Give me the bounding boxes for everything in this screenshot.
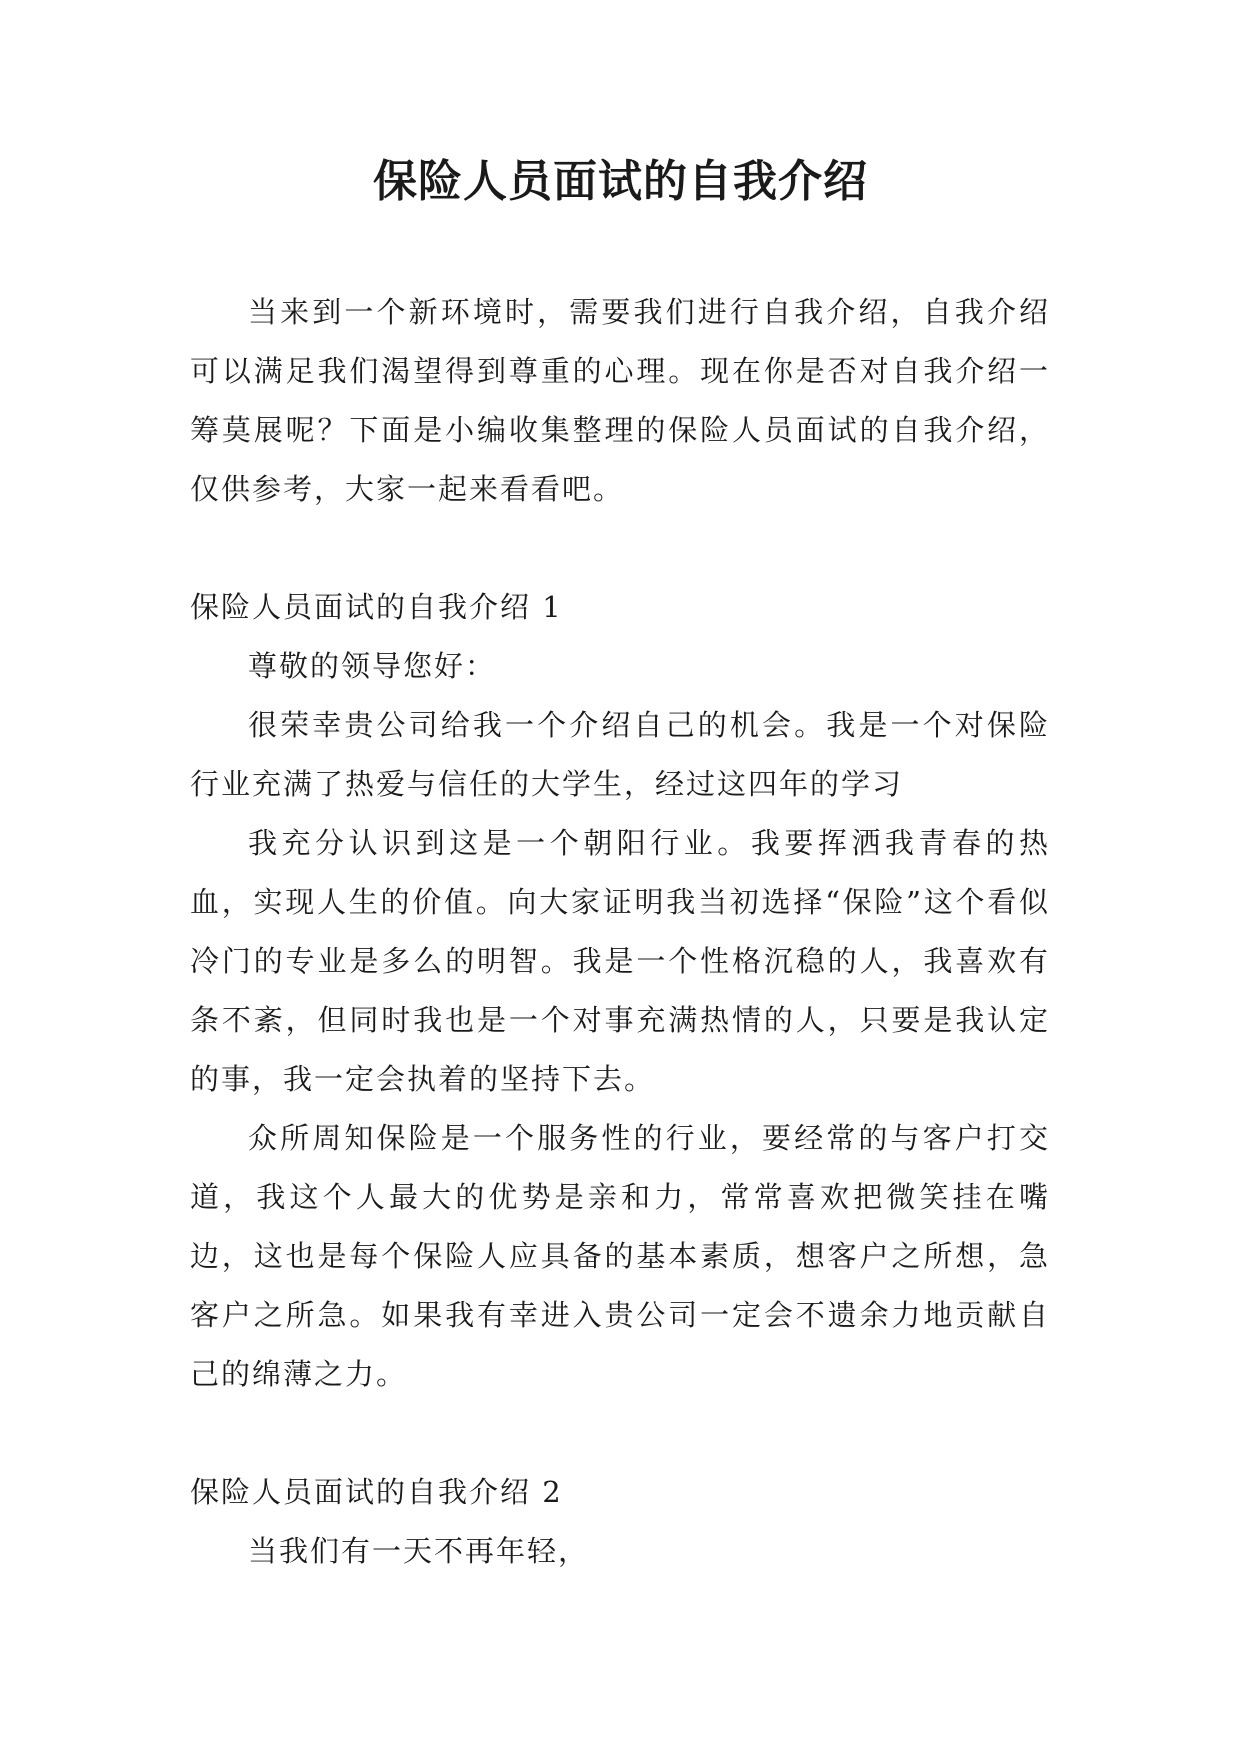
section-spacer (190, 519, 1050, 578)
paragraph: 很荣幸贵公司给我一个介绍自己的机会。我是一个对保险行业充满了热爱与信任的大学生，经过这四年的学习 (190, 708, 1050, 801)
paragraph: 我充分认识到这是一个朝阳行业。我要挥洒我青春的热血，实现人生的价值。向大家证明我当初选择“保险”这个看似冷门的专业是多么的明智。我是一个性格沉稳的人，我喜欢有条不紊，但同时我也是一个对事充满热情的人，只要是我认定的事，我一定会执着的坚持下去。 (190, 826, 1050, 1096)
document-title: 保险人员面试的自我介绍 (373, 156, 868, 207)
greeting-paragraph: 尊敬的领导您好： (248, 649, 497, 683)
section-heading-1: 保险人员面试的自我介绍 1 (190, 590, 563, 624)
intro-paragraph: 当来到一个新环境时，需要我们进行自我介绍，自我介绍可以满足我们渴望得到尊重的心理。现在你是否对自我介绍一筹莫展呢？下面是小编收集整理的保险人员面试的自我介绍，仅供参考，大家一起来看看吧。 (190, 295, 1050, 506)
paragraph: 当我们有一天不再年轻， (248, 1534, 590, 1568)
paragraph: 众所周知保险是一个服务性的行业，要经常的与客户打交道，我这个人最大的优势是亲和力，常常喜欢把微笑挂在嘴边，这也是每个保险人应具备的基本素质，想客户之所想，急客户之所急。如果我有幸进入贵公司一定会不遗余力地贡献自己的绵薄之力。 (190, 1121, 1050, 1391)
section-heading-2: 保险人员面试的自我介绍 2 (190, 1475, 563, 1509)
document-body (190, 283, 1050, 1581)
section-spacer (190, 1404, 1050, 1463)
